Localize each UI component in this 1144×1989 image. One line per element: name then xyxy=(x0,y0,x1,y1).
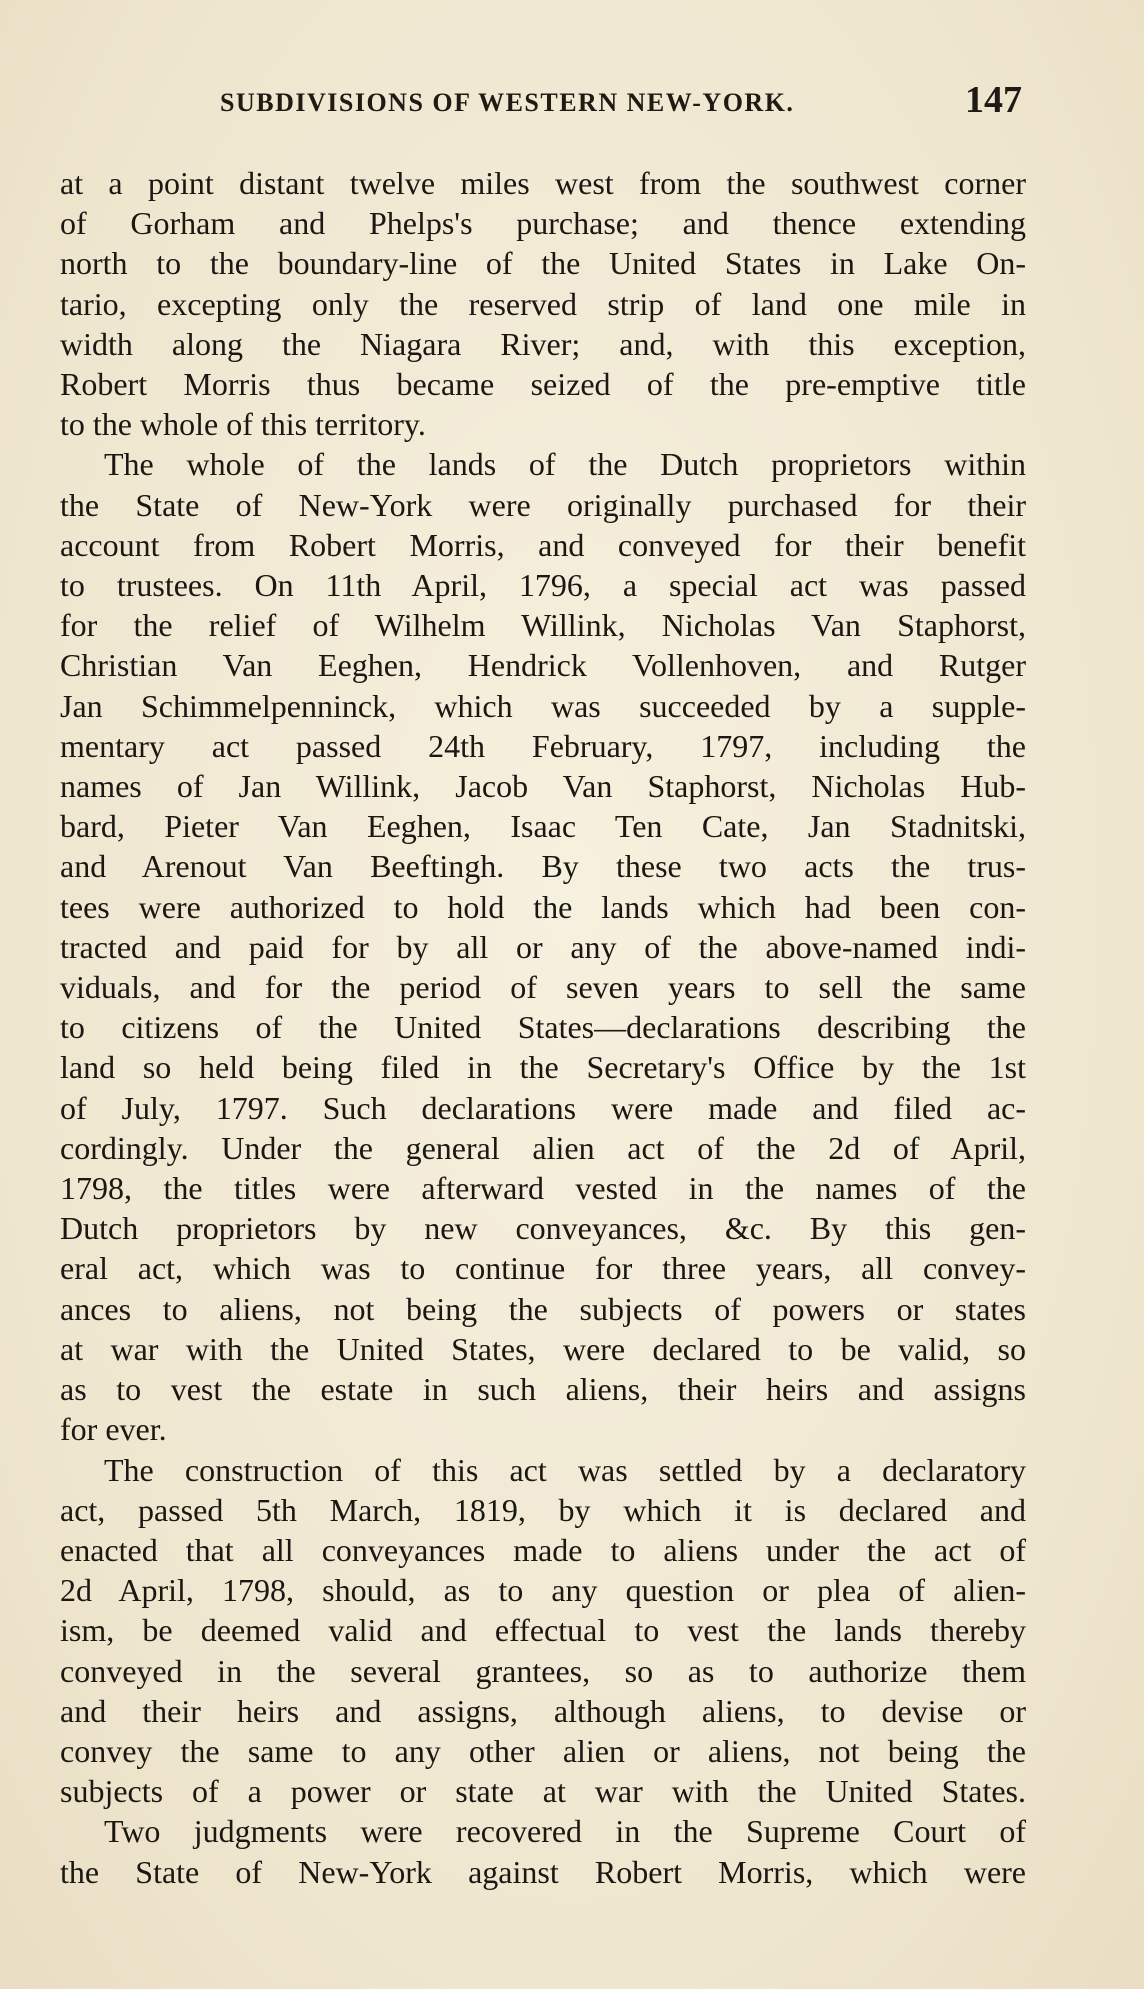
text-line: 2d April, 1798, should, as to any question or plea of alien- xyxy=(60,1572,1026,1609)
text-line: tario, excepting only the reserved strip of land one mile in xyxy=(60,285,1026,322)
text-line: ances to aliens, not being the subjects of powers or states xyxy=(60,1290,1026,1327)
text-line: account from Robert Morris, and conveyed for their benefit xyxy=(60,526,1026,563)
text-line: north to the boundary-line of the United States in Lake On- xyxy=(60,245,1026,282)
text-line: bard, Pieter Van Eeghen, Isaac Ten Cate, Jan Stadnitski, xyxy=(60,808,1026,845)
text-line: tees were authorized to hold the lands which had been con- xyxy=(60,888,1026,925)
text-line: width along the Niagara River; and, with this exception, xyxy=(60,325,1026,362)
paragraph-start-line: Two judgments were recovered in the Supreme Court of xyxy=(104,1813,1026,1850)
text-line: tracted and paid for by all or any of the above-named indi- xyxy=(60,928,1026,965)
text-line: of Gorham and Phelps's purchase; and thence extending xyxy=(60,205,1026,242)
text-line: the State of New-York against Robert Morris, which were xyxy=(60,1853,1026,1890)
text-line: cordingly. Under the general alien act of the 2d of April, xyxy=(60,1129,1026,1166)
text-line: Dutch proprietors by new conveyances, &c. By this gen- xyxy=(60,1210,1026,1247)
text-line: act, passed 5th March, 1819, by which it is declared and xyxy=(60,1491,1026,1528)
text-line: and their heirs and assigns, although aliens, to devise or xyxy=(60,1692,1026,1729)
body-text xyxy=(60,163,1026,1892)
text-line: of July, 1797. Such declarations were made and filed ac- xyxy=(60,1089,1026,1126)
paragraph-end-line: for ever. xyxy=(60,1411,167,1448)
text-line: Robert Morris thus became seized of the pre-emptive title xyxy=(60,366,1026,403)
text-line: ism, be deemed valid and effectual to vest the lands thereby xyxy=(60,1612,1026,1649)
text-line: eral act, which was to continue for three years, all convey- xyxy=(60,1250,1026,1287)
page-header xyxy=(60,78,1022,126)
text-line: enacted that all conveyances made to aliens under the act of xyxy=(60,1531,1026,1568)
text-line: Jan Schimmelpenninck, which was succeeded by a supple- xyxy=(60,687,1026,724)
text-line: conveyed in the several grantees, so as to authorize them xyxy=(60,1652,1026,1689)
text-line: for the relief of Wilhelm Willink, Nicholas Van Staphorst, xyxy=(60,607,1026,644)
text-line: as to vest the estate in such aliens, their heirs and assigns xyxy=(60,1371,1026,1408)
text-line: Christian Van Eeghen, Hendrick Vollenhoven, and Rutger xyxy=(60,647,1026,684)
page-number: 147 xyxy=(965,79,1022,121)
text-line: and Arenout Van Beeftingh. By these two acts the trus- xyxy=(60,848,1026,885)
text-line: mentary act passed 24th February, 1797, including the xyxy=(60,727,1026,764)
text-line: names of Jan Willink, Jacob Van Staphorst, Nicholas Hub- xyxy=(60,768,1026,805)
running-title: SUBDIVISIONS OF WESTERN NEW-YORK. xyxy=(220,88,795,117)
text-line: at a point distant twelve miles west from the southwest corner xyxy=(60,165,1026,201)
text-line: at war with the United States, were declared to be valid, so xyxy=(60,1330,1026,1367)
text-line: the State of New-York were originally purchased for their xyxy=(60,486,1026,523)
text-line: 1798, the titles were afterward vested in the names of the xyxy=(60,1170,1026,1207)
paragraph-start-line: The whole of the lands of the Dutch proprietors within xyxy=(104,446,1026,483)
paragraph-start-line: The construction of this act was settled by a declaratory xyxy=(104,1451,1026,1488)
text-line: convey the same to any other alien or aliens, not being the xyxy=(60,1732,1026,1769)
text-line: subjects of a power or state at war with the United States. xyxy=(60,1773,1026,1810)
text-line: land so held being filed in the Secretary's Office by the 1st xyxy=(60,1049,1026,1086)
paragraph-end-line: to the whole of this territory. xyxy=(60,406,426,443)
text-line: to trustees. On 11th April, 1796, a special act was passed xyxy=(60,567,1026,604)
text-line: to citizens of the United States—declarations describing the xyxy=(60,1009,1026,1046)
text-line: viduals, and for the period of seven years to sell the same xyxy=(60,969,1026,1006)
